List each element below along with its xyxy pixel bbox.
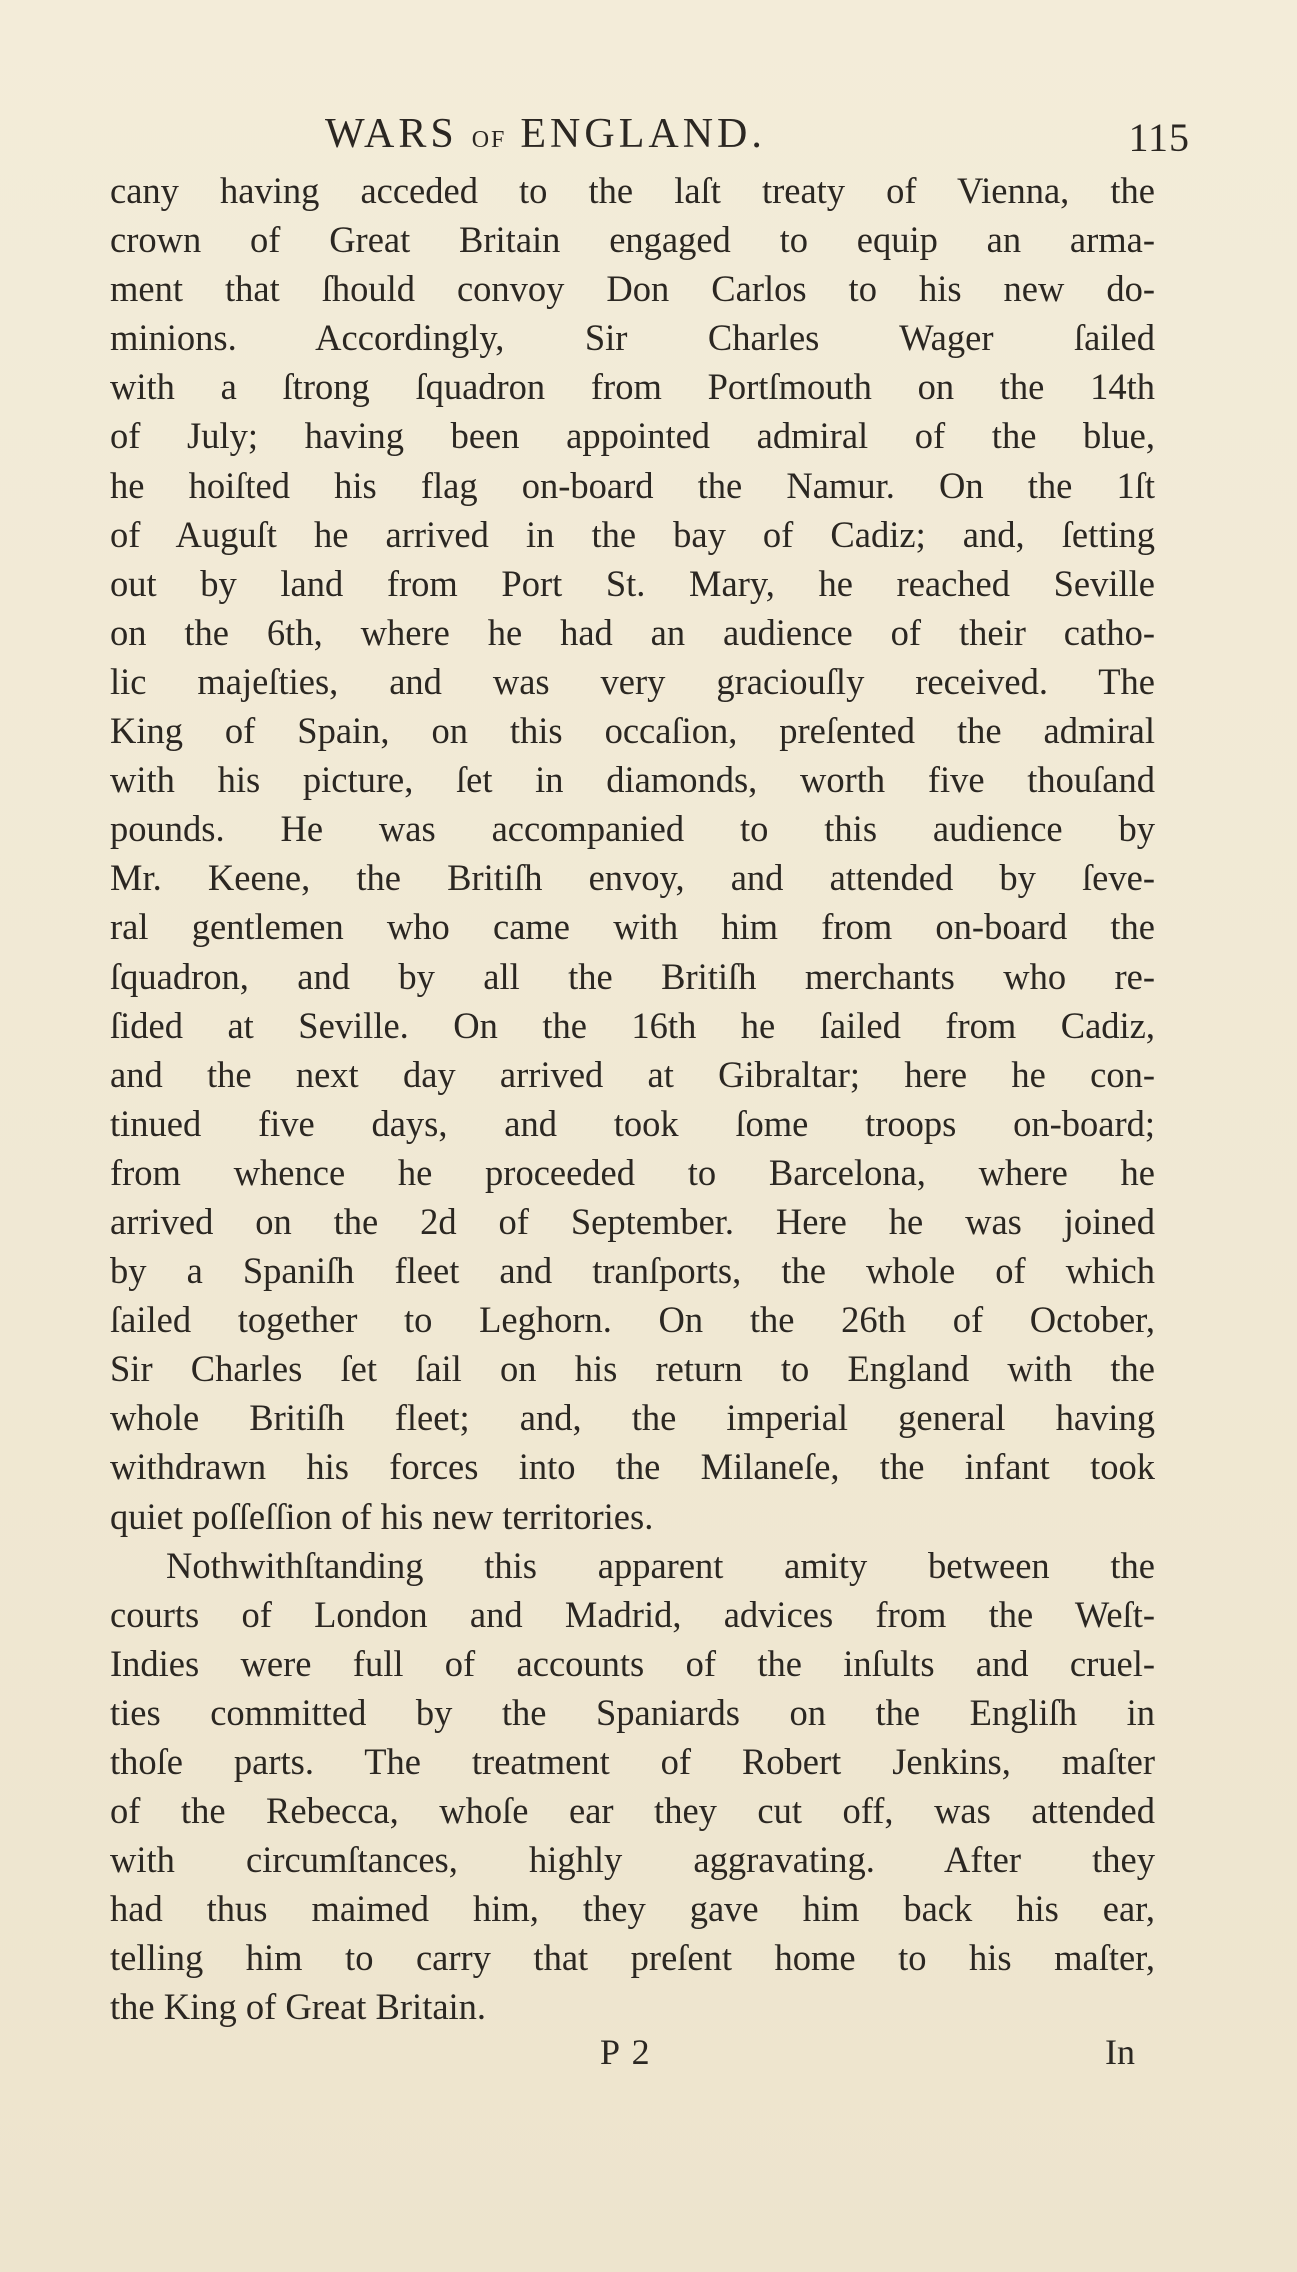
running-head — [110, 104, 1190, 164]
text-line: ral gentlemen who came with him from on-board the — [110, 906, 1155, 948]
text-line: of July; having been appointed admiral of the blue, — [110, 415, 1155, 457]
text-line: he hoiſted his flag on-board the Namur. On the 1ſt — [110, 464, 1155, 506]
text-line: Mr. Keene, the Britiſh envoy, and attended by ſeve- — [110, 857, 1155, 899]
text-line: the King of Great Britain. — [110, 1986, 487, 2028]
text-line: telling him to carry that preſent home to his maſter, — [110, 1937, 1155, 1979]
text-line: ment that ſhould convoy Don Carlos to his new do- — [110, 268, 1155, 310]
page-footer — [110, 2022, 1190, 2082]
text-line: ſided at Seville. On the 16th he ſailed from Cadiz, — [110, 1004, 1155, 1046]
title-england: ENGLAND. — [520, 111, 766, 157]
signature-mark: P 2 — [600, 2032, 652, 2072]
paragraph-2 — [110, 1541, 1155, 2032]
text-line: Nothwithſtanding this apparent amity between the — [166, 1544, 1155, 1586]
text-line: and the next day arrived at Gibraltar; here he con- — [110, 1053, 1155, 1095]
text-line: with circumſtances, highly aggravating. After they — [110, 1839, 1155, 1881]
page-number: 115 — [1128, 115, 1190, 160]
text-line: Indies were full of accounts of the inſults and cruel- — [110, 1642, 1155, 1684]
text-line: courts of London and Madrid, advices from the Weſt- — [110, 1593, 1155, 1635]
text-line: withdrawn his forces into the Milaneſe, the infant took — [110, 1446, 1155, 1488]
text-line: ties committed by the Spaniards on the Engliſh in — [110, 1691, 1155, 1733]
text-line: arrived on the 2d of September. Here he was joined — [110, 1200, 1155, 1242]
title-wars: WARS — [325, 111, 458, 157]
text-line: by a Spaniſh fleet and tranſports, the whole of which — [110, 1250, 1155, 1292]
running-head-title — [325, 104, 766, 170]
text-line: of Auguſt he arrived in the bay of Cadiz; and, ſetting — [110, 513, 1155, 555]
paragraph-1 — [110, 166, 1155, 1541]
body-text — [110, 166, 1155, 2032]
text-line: with his picture, ſet in diamonds, worth five thouſand — [110, 759, 1155, 801]
title-of: OF — [471, 127, 507, 153]
catchword: In — [1105, 2032, 1135, 2072]
text-line: from whence he proceeded to Barcelona, where he — [110, 1151, 1155, 1193]
text-line: King of Spain, on this occaſion, preſented the admiral — [110, 710, 1155, 752]
text-line: lic majeſties, and was very graciouſly received. The — [110, 660, 1155, 702]
text-line: crown of Great Britain engaged to equip an arma- — [110, 219, 1155, 261]
text-line: pounds. He was accompanied to this audience by — [110, 808, 1155, 850]
text-line: out by land from Port St. Mary, he reached Seville — [110, 562, 1155, 604]
text-line: Sir Charles ſet ſail on his return to England with the — [110, 1348, 1155, 1390]
text-line: tinued five days, and took ſome troops on-board; — [110, 1102, 1155, 1144]
text-line: ſquadron, and by all the Britiſh merchants who re- — [110, 955, 1155, 997]
text-line: thoſe parts. The treatment of Robert Jenkins, maſter — [110, 1741, 1155, 1782]
text-line: ſailed together to Leghorn. On the 26th of October, — [110, 1299, 1155, 1341]
text-line: quiet poſſeſſion of his new territories. — [110, 1495, 654, 1537]
text-line: of the Rebecca, whoſe ear they cut off, was attended — [110, 1790, 1155, 1832]
text-line: whole Britiſh fleet; and, the imperial general having — [110, 1397, 1155, 1439]
text-line: with a ſtrong ſquadron from Portſmouth on the 14th — [110, 366, 1155, 408]
text-line: had thus maimed him, they gave him back his ear, — [110, 1888, 1155, 1930]
text-line: cany having acceded to the laſt treaty of Vienna, the — [110, 170, 1155, 211]
text-line: minions. Accordingly, Sir Charles Wager ſailed — [110, 317, 1155, 359]
text-line: on the 6th, where he had an audience of their catho- — [110, 611, 1155, 653]
